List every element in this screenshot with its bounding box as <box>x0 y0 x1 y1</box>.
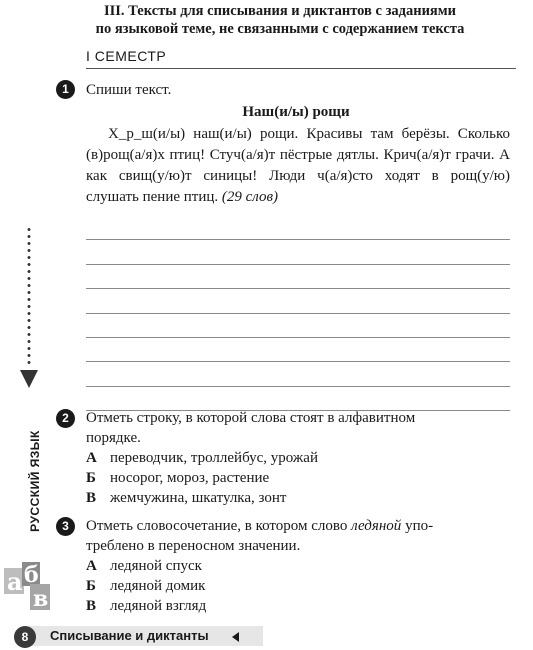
section-heading <box>40 2 520 38</box>
dictation-passage <box>86 124 510 208</box>
task-1-instruction: Спиши текст. <box>86 82 172 98</box>
writing-line[interactable] <box>86 240 510 264</box>
text-title: Наш(и/ы) рощи <box>242 104 350 120</box>
side-subject-label: РУССКИЙ ЯЗЫК <box>28 430 42 532</box>
task-2-option-a[interactable] <box>86 448 318 468</box>
option-letter: А <box>86 450 97 466</box>
task-3-instruction-line2: треблено в переносном значении. <box>86 538 301 554</box>
option-text: ледяной домик <box>110 578 206 594</box>
option-letter: А <box>86 558 97 574</box>
option-text: жемчужина, шкатулка, зонт <box>110 490 287 506</box>
logo-letter-b: б <box>24 562 39 588</box>
section-heading-line1: III. Тексты для списывания и диктантов с заданиями <box>103 3 457 19</box>
writing-area[interactable] <box>86 216 510 411</box>
option-text: носорог, мороз, растение <box>110 470 270 486</box>
section-heading-line2: по языковой теме, не связанными с содержанием текста <box>95 21 465 37</box>
writing-line[interactable] <box>86 338 510 362</box>
dotted-guide <box>27 226 31 368</box>
task-3-instruction-line1 <box>86 516 516 536</box>
option-text: ледяной взгляд <box>110 598 207 614</box>
task-3-instruction <box>86 516 516 556</box>
instruction-emphasis: ледяной <box>351 518 402 534</box>
semester-divider <box>86 68 516 69</box>
option-letter: В <box>86 598 97 614</box>
task-3-option-b[interactable] <box>86 576 205 596</box>
task-3-number: 3 <box>56 517 75 536</box>
task-3-option-a[interactable] <box>86 556 202 576</box>
task-3-option-c[interactable] <box>86 596 206 616</box>
writing-line[interactable] <box>86 314 510 338</box>
left-arrow-icon <box>232 632 239 642</box>
task-2-instruction <box>86 408 516 448</box>
publisher-logo-icon <box>2 560 58 612</box>
task-2-instruction-line2: порядке. <box>86 430 141 446</box>
page-number: 8 <box>14 626 36 648</box>
option-letter: В <box>86 490 97 506</box>
option-text: переводчик, троллейбус, урожай <box>110 450 318 466</box>
task-1-number: 1 <box>56 80 75 99</box>
writing-line[interactable] <box>86 289 510 313</box>
instruction-text: Отметь словосочетание, в котором слово <box>86 518 352 534</box>
instruction-text: упо- <box>401 518 434 534</box>
footer-title: Списывание и диктанты <box>50 628 209 643</box>
semester-label: I СЕМЕСТР <box>86 48 167 64</box>
writing-line[interactable] <box>86 265 510 289</box>
option-text: ледяной спуск <box>110 558 202 574</box>
option-letter: Б <box>86 470 96 486</box>
task-2-number: 2 <box>56 409 75 428</box>
task-2-option-c[interactable] <box>86 488 286 508</box>
task-2-option-b[interactable] <box>86 468 269 488</box>
down-arrow-icon <box>20 370 38 388</box>
logo-letter-a: а <box>7 567 23 596</box>
writing-line[interactable] <box>86 362 510 386</box>
logo-letter-v: в <box>33 586 49 612</box>
word-count: (29 слов) <box>221 189 279 205</box>
writing-line[interactable] <box>86 216 510 240</box>
option-letter: Б <box>86 578 96 594</box>
passage-text: Х_р_ш(и/ы) наш(и/ы) рощи. Красивы там берёзы. Сколько (в)рощ(а/я)х птиц! Стуч(а/я)т пёстрые дятлы. Крич(а/я)т грачи. А как свищ(у/ю)т синицы! Люди ч(а/я)сто ходят в рощ(у/ю) слушать пение птиц. <box>86 126 510 205</box>
task-2-instruction-line1: Отметь строку, в которой слова стоят в алфавитном <box>86 410 416 426</box>
